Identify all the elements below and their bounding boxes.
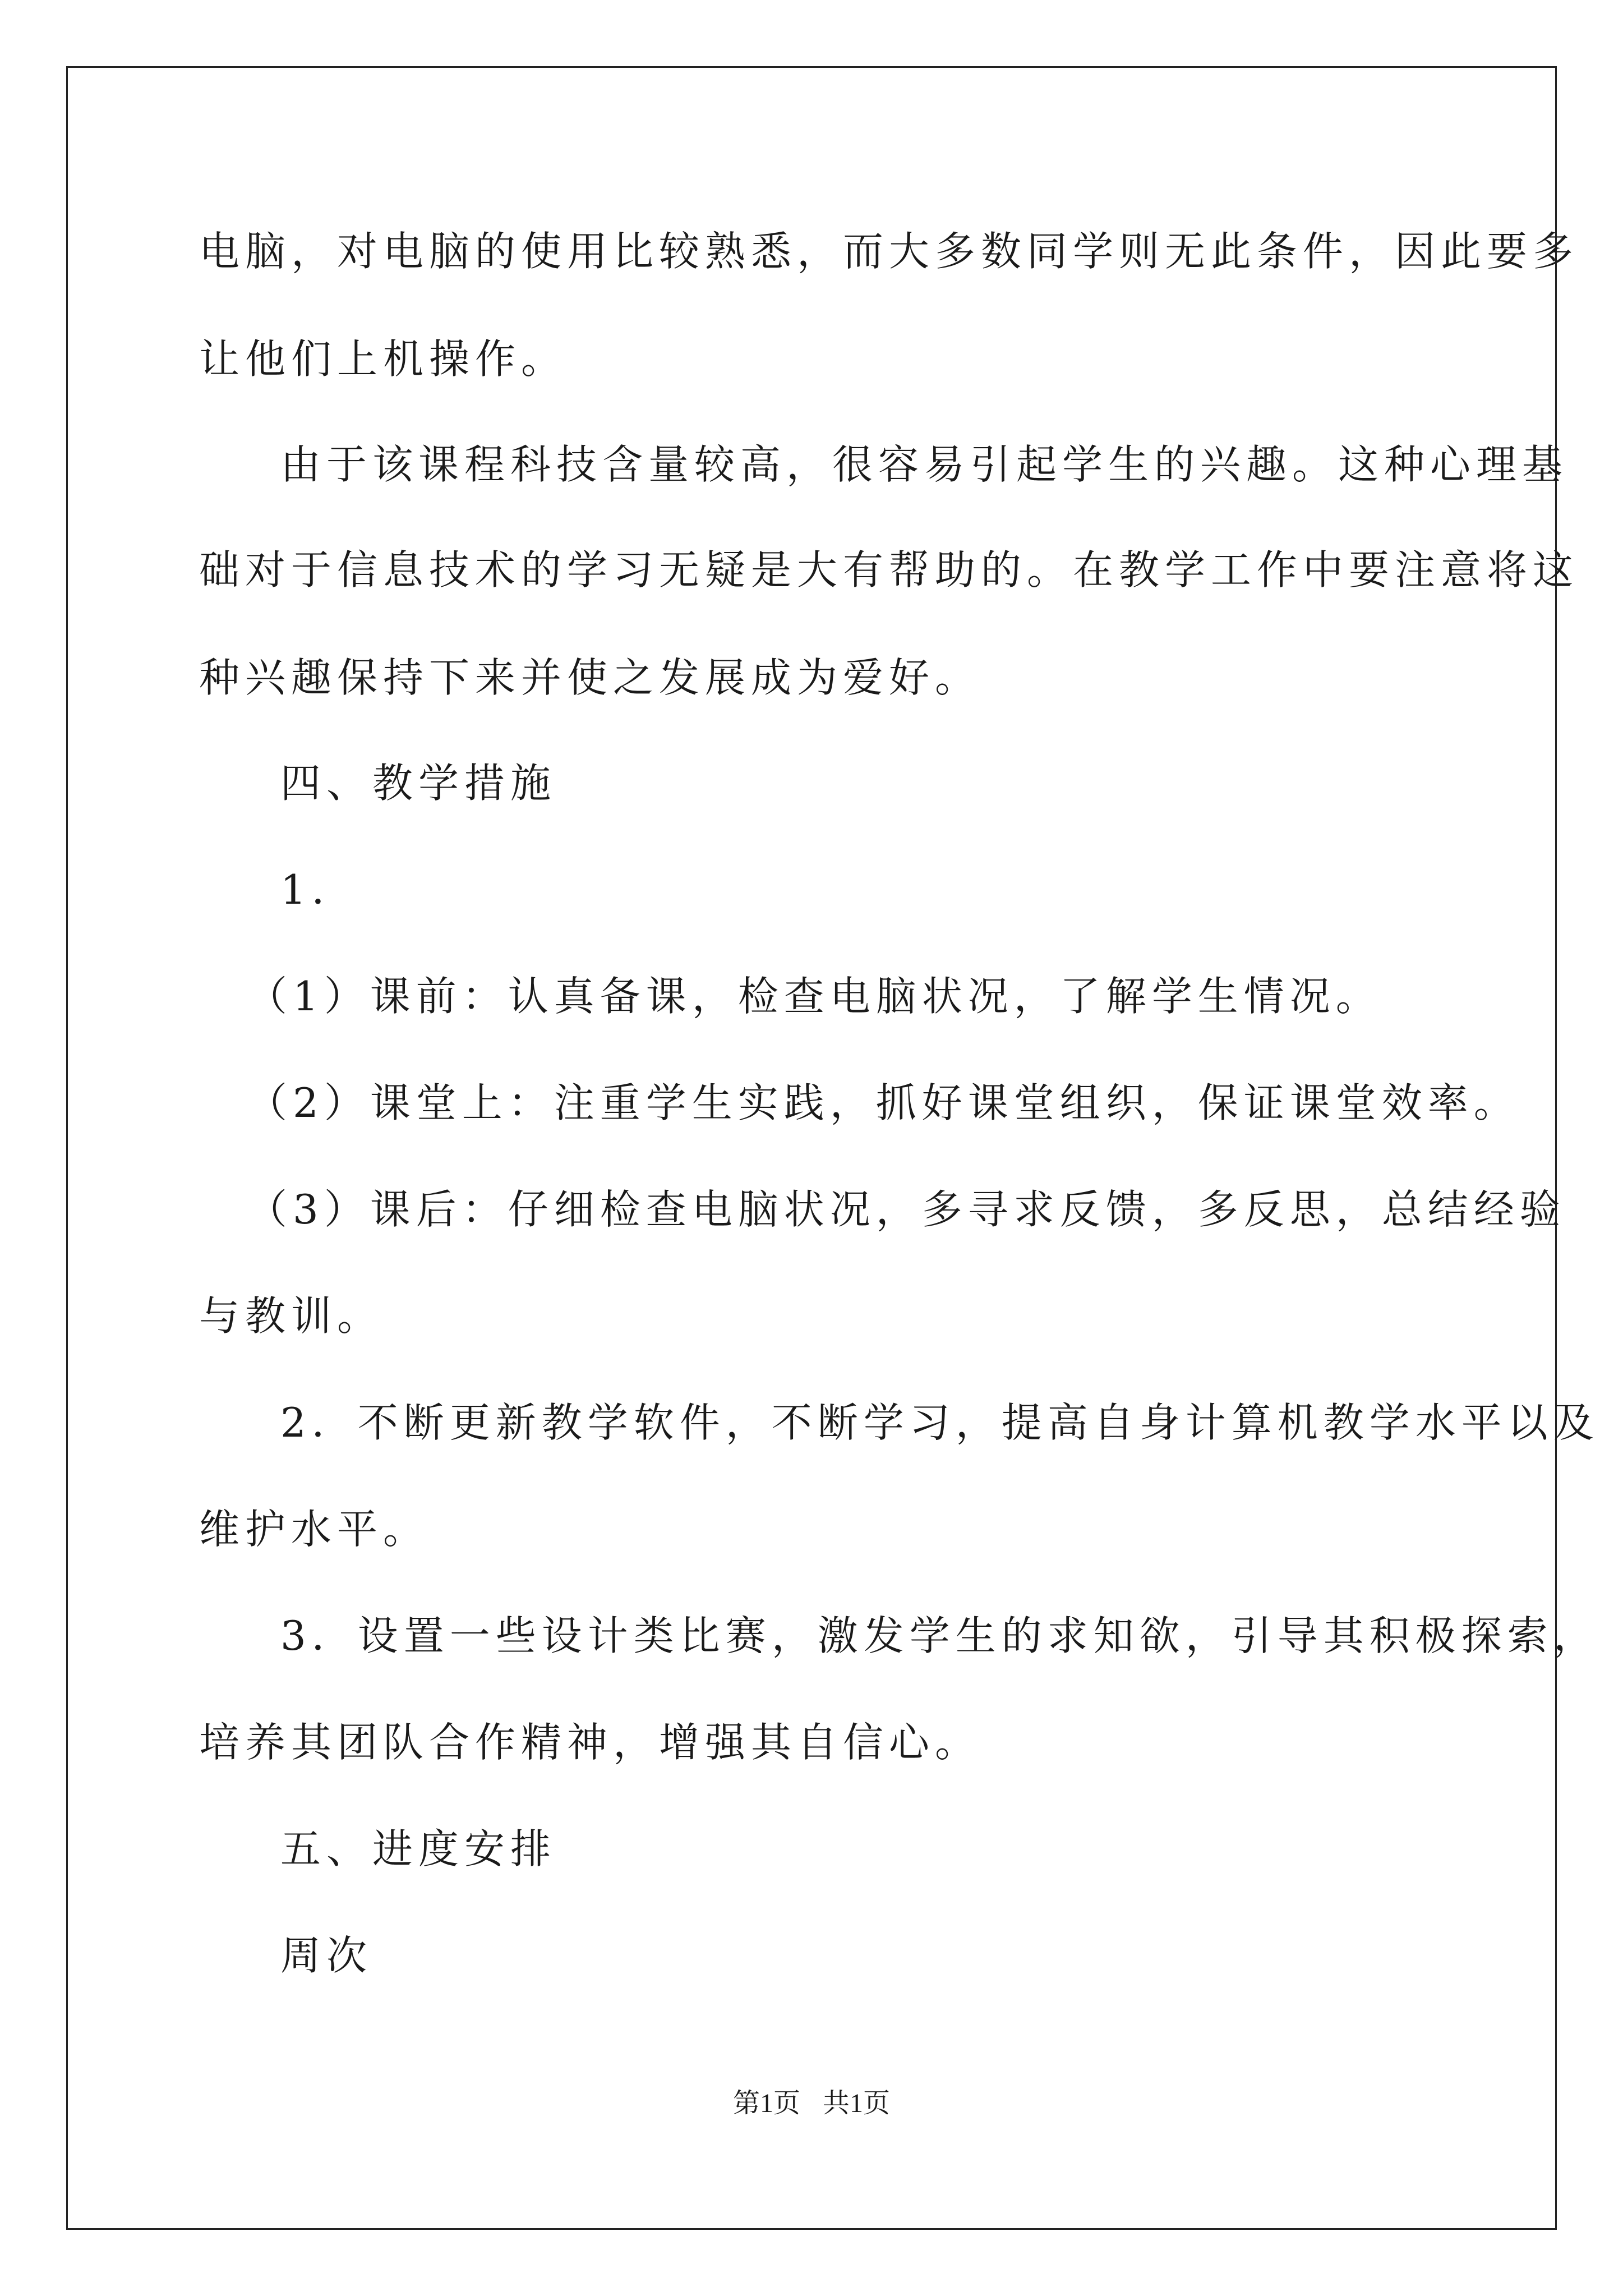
text-line: 周次 — [280, 1932, 373, 1979]
page-footer — [0, 2087, 1623, 2120]
text-line: 维护水平。 — [199, 1506, 430, 1553]
page-number: 第1页 — [732, 2088, 800, 2118]
text-line: 础对于信息技术的学习无疑是大有帮助的。在教学工作中要注意将这 — [199, 546, 1579, 593]
list-item: （3）课后：仔细检查电脑状况，多寻求反馈，多反思，总结经验 — [247, 1186, 1566, 1233]
text-line: 培养其团队合作精神，增强其自信心。 — [199, 1719, 981, 1766]
page-total: 共1页 — [823, 2088, 891, 2118]
section-heading: 五、进度安排 — [280, 1825, 557, 1872]
page-border — [66, 66, 1557, 2230]
list-item: 3．设置一些设计类比赛，激发学生的求知欲，引导其积极探索， — [280, 1612, 1599, 1659]
list-item: 2．不断更新教学软件，不断学习，提高自身计算机教学水平以及 — [280, 1399, 1599, 1446]
text-line: 让他们上机操作。 — [199, 335, 568, 383]
text-line: 电脑，对电脑的使用比较熟悉，而大多数同学则无此条件，因此要多 — [199, 228, 1579, 275]
section-heading: 四、教学措施 — [280, 760, 557, 807]
text-line: 种兴趣保持下来并使之发展成为爱好。 — [199, 654, 981, 701]
text-line: 由于该课程科技含量较高，很容易引起学生的兴趣。这种心理基 — [280, 441, 1569, 488]
list-item: （1）课前：认真备课，检查电脑状况，了解学生情况。 — [247, 973, 1382, 1020]
list-number: 1． — [280, 866, 358, 913]
text-line: 与教训。 — [199, 1292, 384, 1340]
list-item: （2）课堂上：注重学生实践，抓好课堂组织，保证课堂效率。 — [247, 1079, 1520, 1126]
